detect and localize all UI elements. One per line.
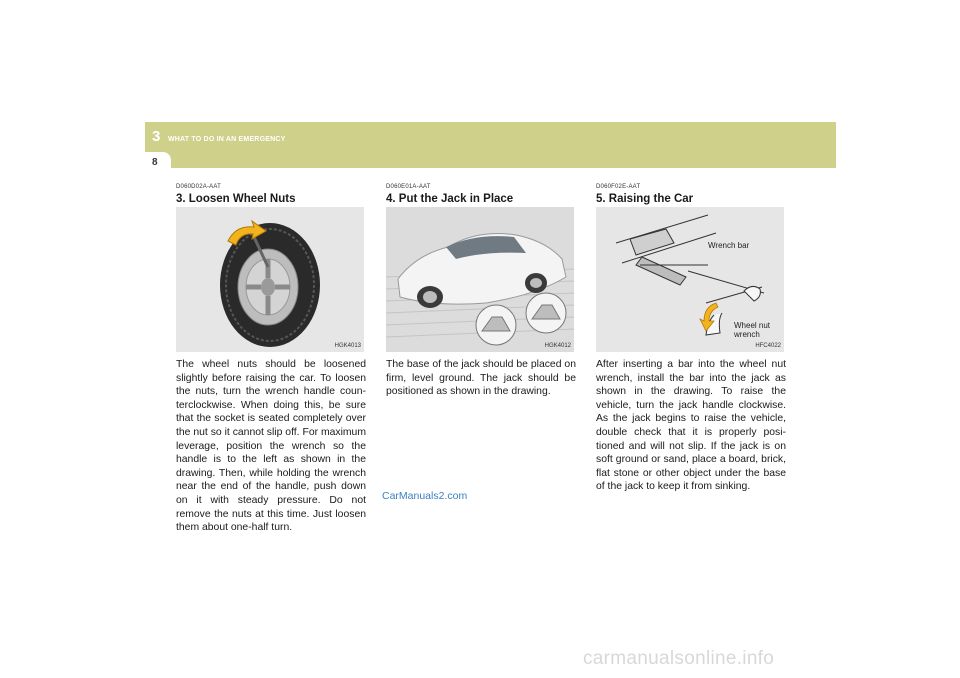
chapter-number: 3 <box>152 128 161 145</box>
section-put-jack-in-place <box>386 184 576 399</box>
section-body-text: The wheel nuts should be loosened slightly before raising the car. To loosen the nuts, turn the wrench handle coun-terclockwise. When doing this, be sure that the socket is seated completely over the nut so it cannot slip off. For maximum leverage, position the wrench so the handle is to the left as shown in the drawing. Then, while holding the wrench near the end of the handle, push down on it with steady pressure. Do not remove the nuts at this time. Just loosen them about one-half turn. <box>176 359 366 534</box>
figure-code: HGK4012 <box>544 343 571 349</box>
tire-illustration <box>176 207 364 352</box>
page-tab <box>145 152 171 170</box>
section-code: D060D02A-AAT <box>176 184 221 190</box>
figure-code: HFC4022 <box>755 343 781 349</box>
section-heading: 3. Loosen Wheel Nuts <box>176 193 296 205</box>
section-code: D060E01A-AAT <box>386 184 431 190</box>
figure-code: HGK4013 <box>334 343 361 349</box>
section-raising-the-car <box>596 184 786 494</box>
car-illustration <box>386 207 574 352</box>
section-code: D060F02E-AAT <box>596 184 641 190</box>
section-body-text: The base of the jack should be placed on firm, level ground. The jack should be positioned as shown in the drawing. <box>386 359 576 398</box>
chapter-title: WHAT TO DO IN AN EMERGENCY <box>168 136 286 143</box>
section-loosen-wheel-nuts <box>176 184 366 535</box>
section-body-text: After inserting a bar into the wheel nut wrench, install the bar into the jack as shown in the drawing. To raise the vehicle, turn the jack handle clockwise. As the jack begins to raise the vehicle, double check that it is properly posi-tioned and will not slip. If the jack is on soft ground or sand, place a board, brick, flat stone or other object under the base of the jack to keep it from sinking. <box>596 359 786 493</box>
chapter-header-band <box>145 122 836 168</box>
section-heading: 4. Put the Jack in Place <box>386 193 514 205</box>
wheel-nut-wrench-callout: Wheel nut wrench <box>734 321 771 339</box>
page-number: 8 <box>152 157 158 168</box>
wrench-bar-callout: Wrench bar <box>708 241 750 250</box>
jack-wrench-figure <box>596 207 784 352</box>
tire-figure <box>176 207 364 352</box>
car-jack-figure <box>386 207 574 352</box>
section-heading: 5. Raising the Car <box>596 193 694 205</box>
footer-site-mark: carmanualsonline.info <box>583 648 775 669</box>
watermark-link[interactable]: CarManuals2.com <box>382 490 468 502</box>
